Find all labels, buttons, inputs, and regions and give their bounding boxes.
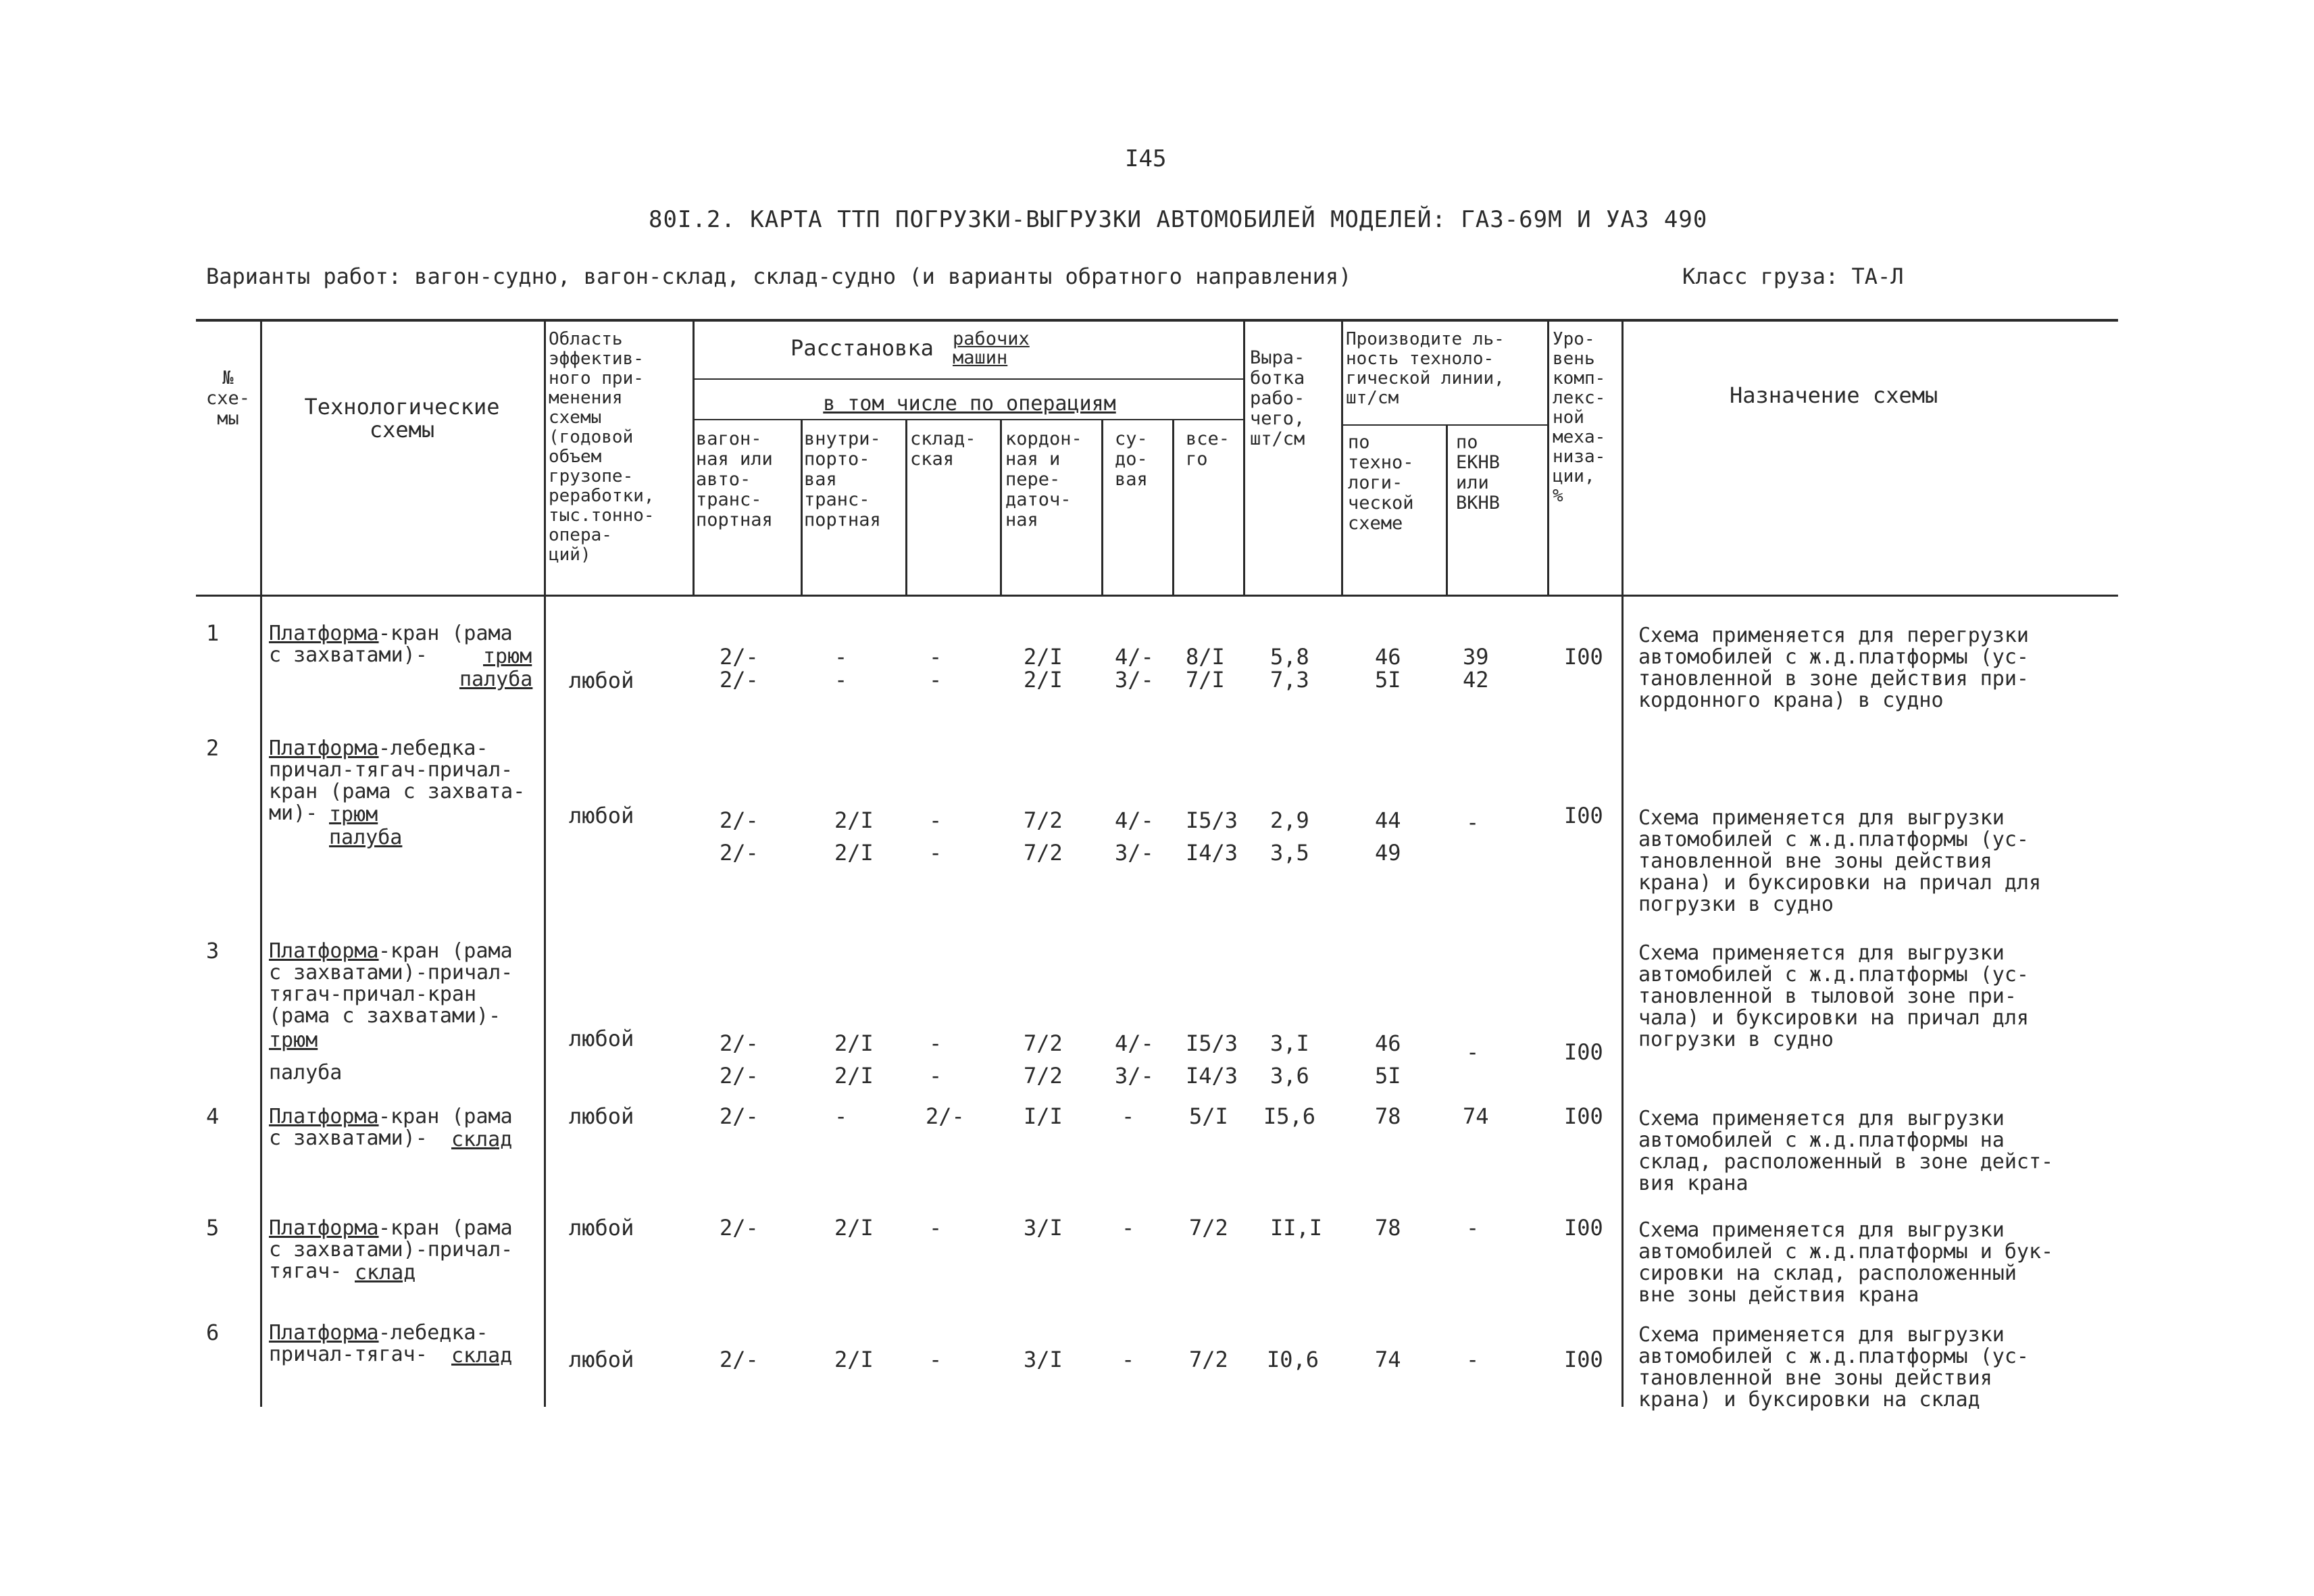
row-number: 6 bbox=[206, 1320, 220, 1345]
prod-tech-value: 74 bbox=[1375, 1347, 1401, 1372]
level-value: I00 bbox=[1564, 1103, 1603, 1129]
purpose-text: Схема применяется для выгрузки автомобилей с ж.д.платформы (ус- тановленной вне зоны действия крана) и буксировки на склад bbox=[1638, 1323, 2029, 1412]
warehouse-value: - - bbox=[929, 1030, 942, 1089]
header-output: Выра- ботка рабо- чего, шт/см bbox=[1250, 347, 1305, 449]
header-total: все- го bbox=[1186, 428, 1230, 470]
output-value: II,I bbox=[1270, 1215, 1323, 1241]
output-value: 5,8 7,3 bbox=[1270, 644, 1309, 693]
header-warehouse: склад- ская bbox=[910, 428, 976, 470]
col-divider bbox=[1000, 420, 1002, 596]
row-number: 5 bbox=[206, 1215, 220, 1241]
scheme-body: -кран (рама с захватами)-причал- тягач-причал-кран (рама с захватами)- bbox=[269, 939, 513, 1028]
table-top-rule bbox=[196, 319, 2118, 322]
header-wagon: вагон- ная или авто- транс- портная bbox=[696, 428, 773, 530]
area-value: любой bbox=[569, 668, 634, 693]
scheme-deck: палуба bbox=[459, 668, 533, 691]
prod-tech-value: 78 bbox=[1375, 1215, 1401, 1241]
output-value: I5,6 bbox=[1263, 1103, 1316, 1129]
row-number: 1 bbox=[206, 620, 220, 646]
work-variants: Варианты работ: вагон-судно, вагон-склад, склад-судно (и варианты обратного направления) bbox=[206, 264, 1352, 289]
wagon-value: 2/- bbox=[720, 1347, 759, 1372]
ship-value: 4/- 3/- bbox=[1115, 1030, 1154, 1089]
wagon-value: 2/- bbox=[720, 1215, 759, 1241]
row-number: 2 bbox=[206, 735, 220, 761]
scheme-head: Платформа bbox=[269, 1321, 379, 1345]
total-value: I5/3 I4/3 bbox=[1186, 807, 1238, 866]
area-value: любой bbox=[569, 1215, 634, 1241]
prod-sub-rule bbox=[1341, 424, 1547, 426]
header-purpose: Назначение схемы bbox=[1730, 382, 1938, 408]
ops-sub-rule bbox=[693, 419, 1243, 420]
prod-ekniv-value: 74 bbox=[1463, 1103, 1489, 1129]
scheme-warehouse: склад bbox=[355, 1261, 416, 1285]
prod-ekniv-value: - bbox=[1466, 1215, 1480, 1241]
scheme-head: Платформа bbox=[269, 622, 379, 645]
ship-value: 4/- 3/- bbox=[1115, 807, 1154, 866]
scheme-hold: трюм bbox=[329, 803, 378, 826]
area-value: любой bbox=[569, 803, 634, 828]
prod-tech-value: 78 bbox=[1375, 1103, 1401, 1129]
col-divider bbox=[1172, 420, 1174, 596]
col-divider bbox=[905, 420, 907, 596]
row-number: 3 bbox=[206, 938, 220, 964]
purpose-text: Схема применяется для выгрузки автомобилей с ж.д.платформы на склад, расположенный в зоне дейст- вия крана bbox=[1638, 1107, 2054, 1195]
col-divider bbox=[260, 319, 262, 1407]
scheme-hold: трюм bbox=[269, 1028, 318, 1052]
total-value: 5/I bbox=[1189, 1103, 1228, 1129]
header-mechanization-level: Уро- вень комп- лекс- ной меха- низа- ции, % bbox=[1553, 329, 1606, 506]
intraport-value: 2/I bbox=[834, 1215, 874, 1241]
col-divider bbox=[1446, 424, 1448, 596]
page-title: 80I.2. КАРТА ТТП ПОГРУЗКИ-ВЫГРУЗКИ АВТОМОБИЛЕЙ МОДЕЛЕЙ: ГАЗ-69М И УАЗ 490 bbox=[649, 206, 1708, 233]
intraport-value: 2/I 2/I bbox=[834, 807, 874, 866]
wagon-value: 2/- bbox=[720, 1103, 759, 1129]
prod-ekniv-value: 39 42 bbox=[1463, 644, 1489, 693]
header-tech-schemes: Технологические схемы bbox=[304, 394, 500, 443]
intraport-value: - bbox=[834, 1103, 848, 1129]
wagon-value: 2/- 2/- bbox=[720, 1030, 759, 1089]
col-divider bbox=[693, 319, 695, 596]
scheme-body: -кран (рама с захватами)-причал- тягач- bbox=[269, 1216, 513, 1283]
scheme-head: Платформа bbox=[269, 737, 379, 760]
scheme-head: Платформа bbox=[269, 939, 379, 963]
page-number: I45 bbox=[1125, 145, 1167, 172]
scheme-body: -кран (рама с захватами)- bbox=[269, 1105, 513, 1150]
cordon-value: 7/2 7/2 bbox=[1024, 807, 1063, 866]
total-value: 8/I 7/I bbox=[1186, 644, 1225, 693]
header-scheme-number: № схе- мы bbox=[205, 368, 251, 429]
level-value: I00 bbox=[1564, 1215, 1603, 1241]
level-value: I00 bbox=[1564, 644, 1603, 670]
scheme-body: -лебедка- причал-тягач-причал- кран (рама с захвата- ми)- bbox=[269, 737, 526, 825]
warehouse-value: - - bbox=[929, 644, 942, 693]
header-prod-tech: по техно- логи- ческой схеме bbox=[1348, 432, 1414, 534]
header-cordon: кордон- ная и пере- даточ- ная bbox=[1005, 428, 1082, 530]
total-value: I5/3 I4/3 bbox=[1186, 1030, 1238, 1089]
area-value: любой bbox=[569, 1347, 634, 1372]
total-value: 7/2 bbox=[1189, 1215, 1228, 1241]
scheme-body: -лебедка- причал-тягач- bbox=[269, 1321, 488, 1366]
level-value: I00 bbox=[1564, 1347, 1603, 1372]
prod-tech-value: 46 5I bbox=[1375, 644, 1401, 693]
ship-value: - bbox=[1122, 1215, 1135, 1241]
ship-value: - bbox=[1122, 1103, 1135, 1129]
header-placement-machines: рабочих машин bbox=[953, 328, 1030, 368]
col-divider bbox=[1243, 319, 1245, 596]
purpose-text: Схема применяется для перегрузки автомобилей с ж.д.платформы (ус- тановленной в зоне действия при- кордонного крана) в судно bbox=[1638, 624, 2029, 712]
purpose-text: Схема применяется для выгрузки автомобилей с ж.д.платформы (ус- тановленной вне зоны действия крана) и буксировки на причал для погрузки в судно bbox=[1638, 806, 2042, 916]
header-bottom-rule bbox=[196, 595, 2118, 597]
row-number: 4 bbox=[206, 1103, 220, 1129]
header-intraport: внутри- порто- вая транс- портная bbox=[804, 428, 881, 530]
header-productivity: Производите ль- ность техноло- гической линии, шт/см bbox=[1346, 329, 1505, 408]
header-application-area: Область эффектив- ного при- менения схемы (годовой объем грузопе- реработки, тыс.тонно- опера- ций) bbox=[549, 329, 655, 565]
scheme-body: -кран (рама с захватами)- bbox=[269, 622, 513, 667]
scheme-deck: палуба bbox=[269, 1061, 343, 1084]
scheme-head: Платформа bbox=[269, 1216, 379, 1240]
ship-value: - bbox=[1122, 1347, 1135, 1372]
prod-ekniv-value: - bbox=[1466, 1039, 1480, 1065]
warehouse-value: 2/- bbox=[926, 1103, 965, 1129]
warehouse-value: - - bbox=[929, 807, 942, 866]
output-value: 3,I 3,6 bbox=[1270, 1030, 1309, 1089]
cordon-value: 2/I 2/I bbox=[1024, 644, 1063, 693]
level-value: I00 bbox=[1564, 1039, 1603, 1065]
intraport-value: 2/I 2/I bbox=[834, 1030, 874, 1089]
placement-sub-rule bbox=[693, 378, 1243, 380]
scheme-warehouse: склад bbox=[451, 1128, 513, 1151]
purpose-text: Схема применяется для выгрузки автомобилей с ж.д.платформы (ус- тановленной в тыловой зоне при- чала) и буксировки на причал для погрузки в судно bbox=[1638, 941, 2029, 1051]
wagon-value: 2/- 2/- bbox=[720, 644, 759, 693]
wagon-value: 2/- 2/- bbox=[720, 807, 759, 866]
col-divider bbox=[801, 420, 803, 596]
scheme-head: Платформа bbox=[269, 1105, 379, 1128]
header-by-operations: в том числе по операциям bbox=[823, 392, 1116, 416]
total-value: 7/2 bbox=[1189, 1347, 1228, 1372]
header-placement: Расстановка bbox=[790, 335, 934, 361]
output-value: 2,9 3,5 bbox=[1270, 807, 1309, 866]
scheme-hold: трюм bbox=[483, 645, 532, 668]
level-value: I00 bbox=[1564, 803, 1603, 828]
scheme-warehouse: склад bbox=[451, 1344, 513, 1368]
output-value: I0,6 bbox=[1267, 1347, 1319, 1372]
area-value: любой bbox=[569, 1103, 634, 1129]
cordon-value: 3/I bbox=[1024, 1347, 1063, 1372]
warehouse-value: - bbox=[929, 1215, 942, 1241]
intraport-value: - - bbox=[834, 644, 848, 693]
cordon-value: 3/I bbox=[1024, 1215, 1063, 1241]
prod-ekniv-value: - bbox=[1466, 809, 1480, 835]
cargo-class: Класс груза: ТА-Л bbox=[1682, 264, 1904, 289]
header-prod-ekniv: по ЕКНВ или ВКНВ bbox=[1456, 432, 1501, 514]
col-divider bbox=[1621, 319, 1624, 1407]
prod-tech-value: 44 49 bbox=[1375, 807, 1401, 866]
cordon-value: 7/2 7/2 bbox=[1024, 1030, 1063, 1089]
warehouse-value: - bbox=[929, 1347, 942, 1372]
prod-ekniv-value: - bbox=[1466, 1347, 1480, 1372]
scheme-deck: палуба bbox=[329, 826, 403, 849]
intraport-value: 2/I bbox=[834, 1347, 874, 1372]
area-value: любой bbox=[569, 1026, 634, 1051]
ship-value: 4/- 3/- bbox=[1115, 644, 1154, 693]
col-divider bbox=[1101, 420, 1103, 596]
cordon-value: I/I bbox=[1024, 1103, 1063, 1129]
purpose-text: Схема применяется для выгрузки автомобилей с ж.д.платформы и бук- сировки на склад, расположенный вне зоны действия крана bbox=[1638, 1218, 2054, 1307]
prod-tech-value: 46 5I bbox=[1375, 1030, 1401, 1089]
col-divider bbox=[1547, 319, 1549, 596]
col-divider bbox=[544, 319, 546, 1407]
col-divider bbox=[1341, 319, 1343, 596]
header-ship: су- до- вая bbox=[1115, 428, 1148, 490]
